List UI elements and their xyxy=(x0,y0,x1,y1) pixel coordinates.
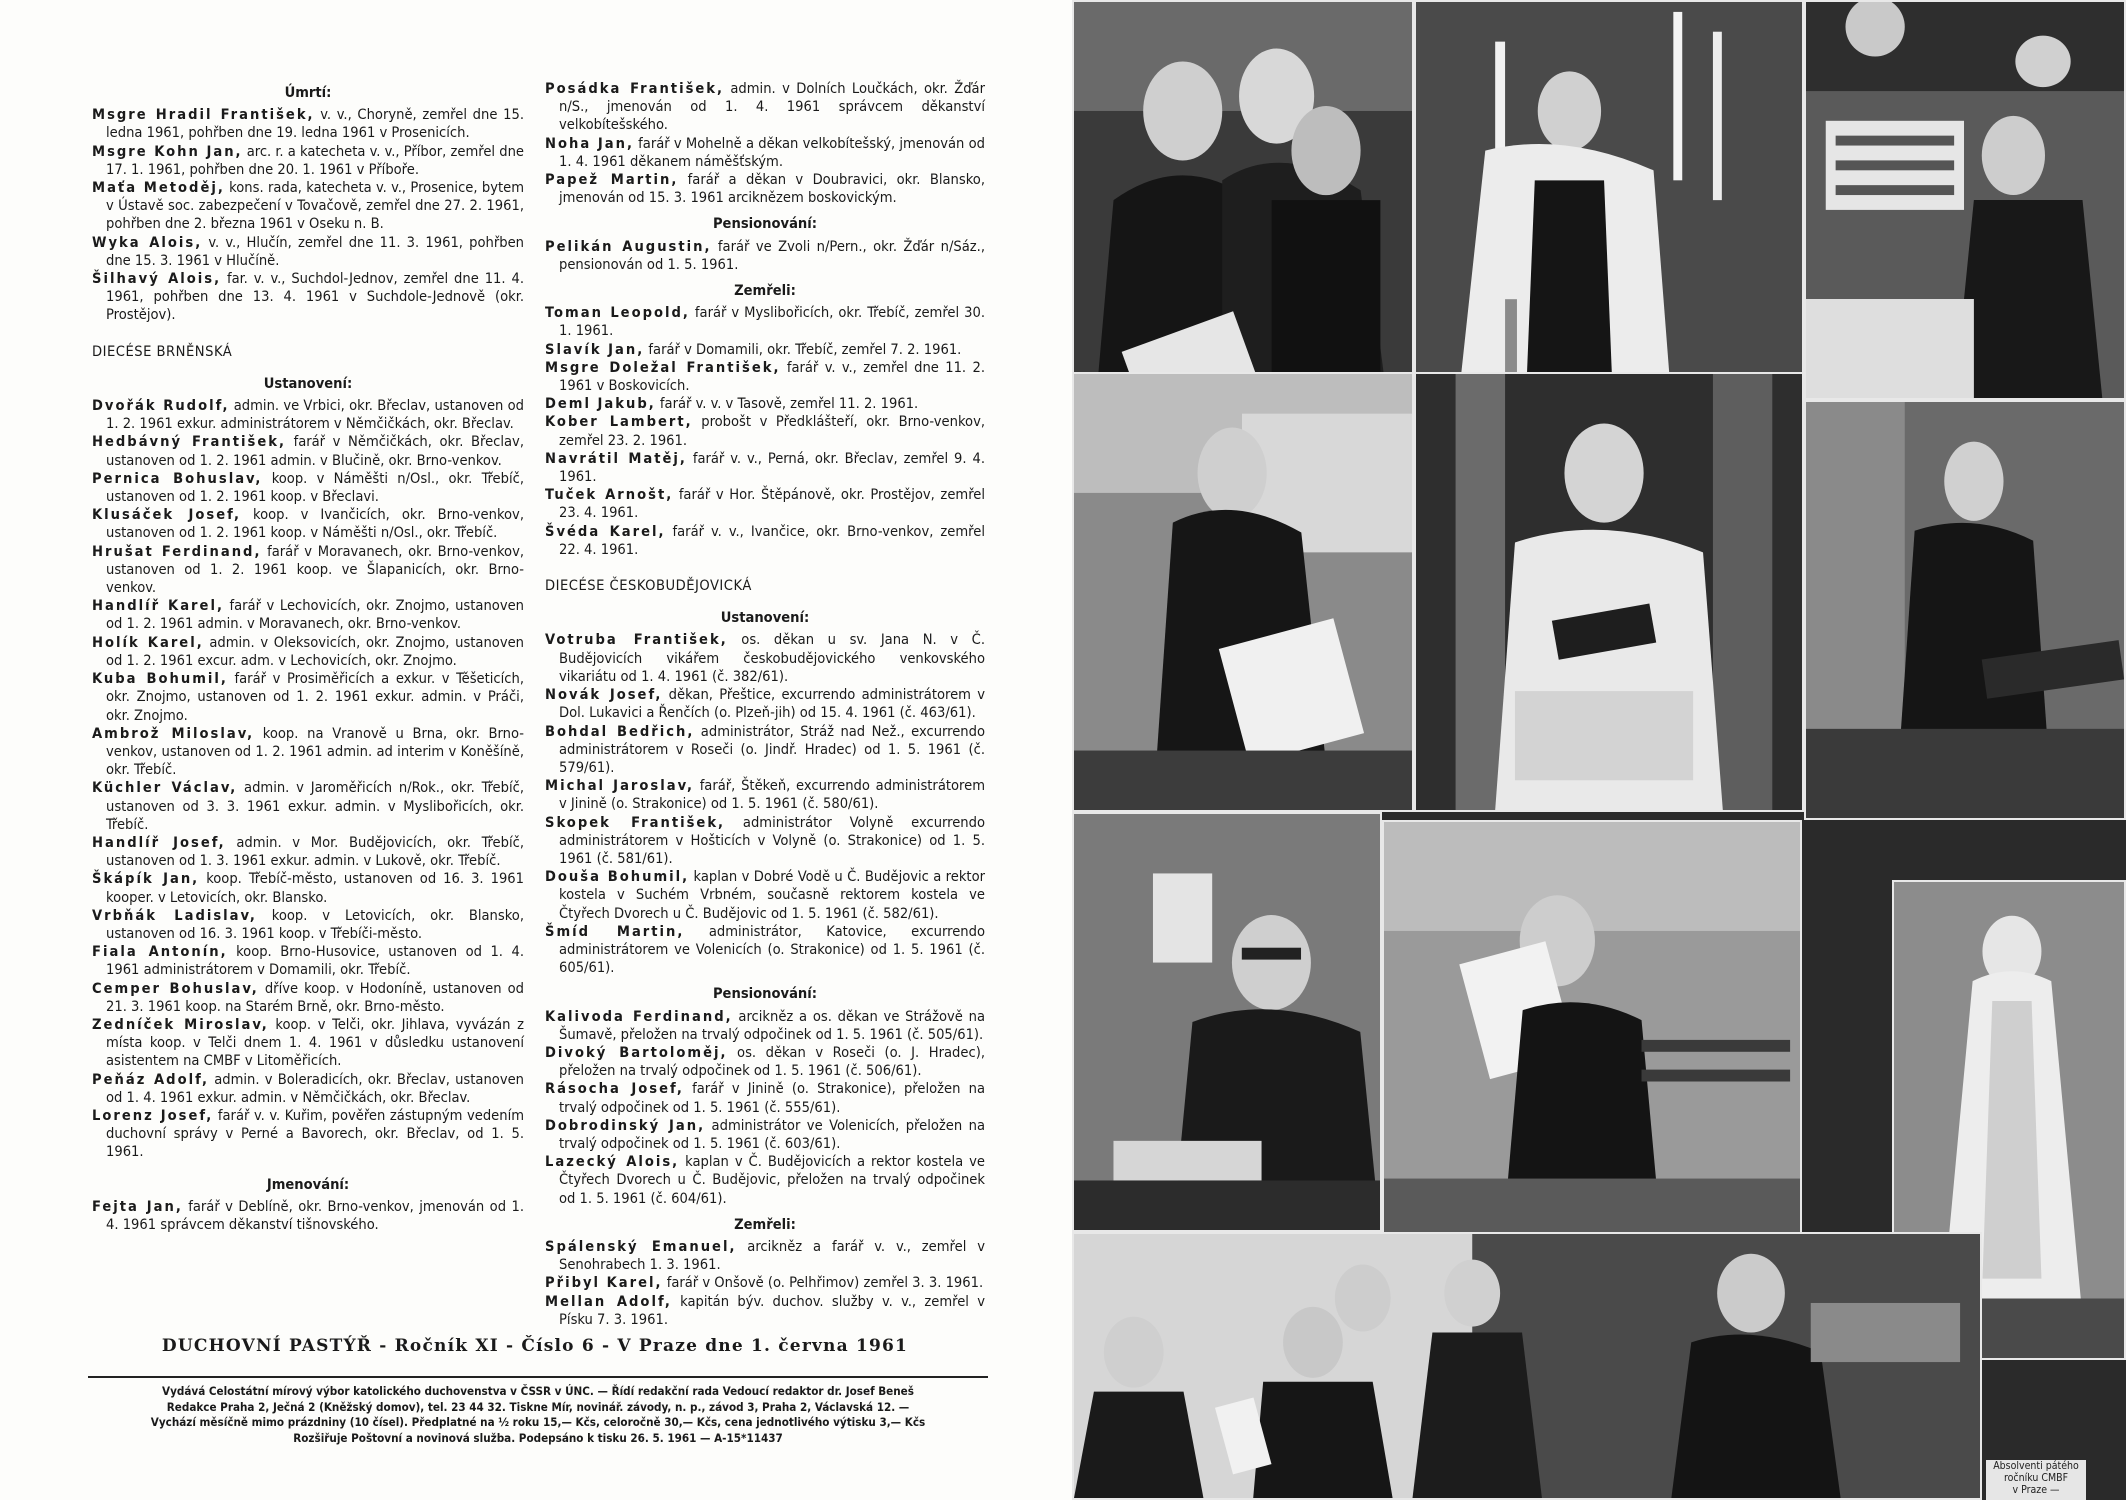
entry xyxy=(545,814,985,869)
entry-name: Küchler Václav, xyxy=(92,779,238,797)
list-jmenovani-cont xyxy=(545,80,985,207)
entry-name: Kalivoda Ferdinand, xyxy=(545,1007,733,1025)
entry-name: Pernica Bohuslav, xyxy=(92,469,263,487)
entry-text: admin. v Boleradicích, okr. Břeclav, ustanoven od 1. 4. 1961 exkur. admin. v Němčičkách, okr. Břeclav. xyxy=(106,1070,524,1106)
entry xyxy=(545,686,985,722)
heading-pensionovani: Pensionování: xyxy=(712,215,818,233)
entry-name: Tuček Arnošt, xyxy=(545,486,674,504)
entry-text: kaplan v Č. Budějovicích a rektor kostela ve Čtyřech Dvorech u Č. Budějovic, přeložen na trvalý odpočinek od 1. 5. 1961 (č. 604/61). xyxy=(559,1153,985,1207)
list-zemreli-cb xyxy=(545,1238,985,1329)
entry xyxy=(92,143,524,179)
entry-name: Škápík Jan, xyxy=(92,870,200,888)
entry-text: admin. v Mor. Budějovicích, okr. Třebíč, ustanoven od 1. 3. 1961 exkur. admin. v Lukově, okr. Třebíč. xyxy=(106,833,524,870)
entry-name: Kober Lambert, xyxy=(545,413,693,431)
entry xyxy=(545,80,985,135)
entry-text: admin. ve Vrbici, okr. Břeclav, ustanoven od 1. 2. 1961 exkur. administrátorem v Němčičkách, okr. Břeclav. xyxy=(106,397,524,433)
entry-text: v. v., Hlučín, zemřel dne 11. 3. 1961, pohřben dne 15. 3. 1961 v Hlučíně. xyxy=(106,233,524,269)
entry-text: farář v. v., Perná, okr. Břeclav, zemřel 9. 4. 1961. xyxy=(559,449,985,486)
list-jmenovani xyxy=(92,1198,524,1234)
imprint-line: Rozšiřuje Poštovní a novinová služba. Podepsáno k tisku 26. 5. 1961 — A-15*11437 xyxy=(293,1430,783,1445)
caption-line: ročníku CMBF xyxy=(2003,1472,2069,1484)
list-ustanoveni-cb xyxy=(545,631,985,977)
imprint-line: Vydává Celostátní mírový výbor katolického duchovenstva v ČSSR v ÚNC. — Řídí redakční rada Vedoucí redaktor dr. Josef Beneš xyxy=(162,1384,914,1398)
entry-text: probošt v Předklášteří, okr. Brno-venkov, zemřel 23. 2. 1961. xyxy=(559,413,985,449)
entry xyxy=(545,395,985,413)
entry-text: farář v Lechovicích, okr. Znojmo, ustanoven od 1. 2. 1961 admin. v Moravanech, okr. Brno-venkov. xyxy=(106,597,524,633)
entry-text: farář v Onšově (o. Pelhřimov) zemřel 3. 3. 1961. xyxy=(662,1274,984,1292)
entry xyxy=(545,923,985,978)
entry-name: Vrbňák Ladislav, xyxy=(92,906,257,924)
entry-text: farář v Domamili, okr. Třebíč, zemřel 7. 2. 1961. xyxy=(644,340,962,358)
entry-name: Papež Martin, xyxy=(545,171,679,189)
entry xyxy=(545,1080,985,1116)
entry-name: Hrušat Ferdinand, xyxy=(92,542,262,560)
entry-text: farář ve Zvoli n/Pern., okr. Žďár n/Sáz., pensionován od 1. 5. 1961. xyxy=(559,237,985,273)
entry xyxy=(92,179,524,234)
photo-chess-player xyxy=(1072,812,1382,1232)
entry-text: farář v Prosiměřicích a exkur. v Těšeticích, okr. Znojmo, ustanoven od 1. 2. 1961 exkur. admin. v Práči, okr. Znojmo. xyxy=(106,670,524,724)
divider xyxy=(88,1376,988,1378)
entry-name: Dobrodinský Jan, xyxy=(545,1116,706,1134)
entry-name: Fiala Antonín, xyxy=(92,943,228,961)
entry-text: farář v Němčičkách, okr. Břeclav, ustanoven od 1. 2. 1961 admin. v Blučině, okr. Brno-venkov. xyxy=(106,433,524,469)
entry xyxy=(92,634,524,670)
entry-text: farář v Jinině (o. Strakonice), přeložen na trvalý odpočinek od 1. 5. 1961 (č. 555/61). xyxy=(559,1080,985,1116)
journal-title: DUCHOVNÍ PASTÝŘ - Ročník XI - Číslo 6 - V Praze dne 1. června 1961 xyxy=(161,1336,909,1356)
entry xyxy=(92,397,524,433)
column-right xyxy=(545,80,985,1329)
entry-text: farář v. v. Kuřim, pověřen zástupným vedením duchovní správy v Perné a Bavorech, okr. Břeclav, od 1. 5. 1961. xyxy=(106,1106,525,1161)
entry-text: v. v., Choryně, zemřel dne 15. ledna 1961, pohřben dne 19. ledna 1961 v Prosenicích. xyxy=(106,106,524,142)
entry xyxy=(545,341,985,359)
entry-text: koop. v Ivančicích, okr. Brno-venkov, ustanoven od 1. 2. 1961 koop. v Náměšti n/Osl., okr. Třebíč. xyxy=(106,506,524,542)
entry-name: Peňáz Adolf, xyxy=(92,1070,209,1088)
entry xyxy=(545,1293,985,1329)
entry-name: Bohdal Bedřich, xyxy=(545,722,695,740)
entry xyxy=(92,907,524,943)
photo-priest-with-book xyxy=(1414,372,1804,812)
entry xyxy=(545,171,985,207)
heading-umrti: Úmrtí: xyxy=(284,84,332,101)
caption-line: Absolventi pátého xyxy=(1993,1460,2079,1472)
entry-text: koop. v Náměšti n/Osl., okr. Třebíč, ustanoven od 1. 2. 1961 koop. v Břeclavi. xyxy=(106,469,524,506)
entry-name: Msgre Hradil František, xyxy=(92,106,315,124)
entry-text: farář v Hor. Štěpánově, okr. Prostějov, zemřel 23. 4. 1961. xyxy=(559,486,985,522)
heading-ustanoveni-cb: Ustanovení: xyxy=(720,609,810,627)
entry-text: farář a děkan v Doubravici, okr. Blansko, jmenován od 15. 3. 1961 arciknězem boskovickým. xyxy=(559,171,985,207)
entry-name: Douša Bohumil, xyxy=(545,868,690,886)
entry-text: koop. Brno-Husovice, ustanoven od 1. 4. 1961 administrátorem v Domamili, okr. Třebíč. xyxy=(106,943,524,979)
entry-name: Msgre Kohn Jan, xyxy=(92,142,243,160)
entry-name: Posádka František, xyxy=(545,80,725,97)
entry-name: Pelikán Augustin, xyxy=(545,237,712,255)
entry xyxy=(92,943,524,979)
entry-text: os. děkan v Roseči (o. J. Hradec), přeložen na trvalý odpočinek od 1. 5. 1961 (č. 506/61). xyxy=(559,1043,985,1080)
entry-name: Handlíř Karel, xyxy=(92,597,224,615)
imprint xyxy=(88,1384,988,1446)
entry xyxy=(545,450,985,486)
entry-text: farář v. v., Ivančice, okr. Brno-venkov, zemřel 22. 4. 1961. xyxy=(559,522,985,558)
entry-name: Wyka Alois, xyxy=(92,233,203,251)
list-zemreli xyxy=(545,304,985,559)
list-ustanoveni xyxy=(92,397,524,1162)
entry xyxy=(545,413,985,449)
entry-name: Noha Jan, xyxy=(545,134,634,152)
entry xyxy=(92,725,524,780)
entry-text: farář v. v. v Tasově, zemřel 11. 2. 1961. xyxy=(655,395,919,413)
entry xyxy=(92,1107,524,1162)
entry-text: kaplan v Dobré Vodě u Č. Budějovic a rektor kostela v Suchém Vrbném, současně rektorem kostela ve Čtyřech Dvorech u Č. Budějovic od 1. 5. 1961 (č. 582/61). xyxy=(559,868,985,922)
entry-name: Fejta Jan, xyxy=(92,1197,183,1215)
entry-name: Dvořák Rudolf, xyxy=(92,397,230,415)
entry-text: farář, Štěkeň, excurrendo administrátorem v Jinině (o. Strakonice) od 1. 5. 1961 (č. 580/61). xyxy=(559,777,985,813)
entry-text: koop. Třebíč-město, ustanoven od 16. 3. 1961 kooper. v Letovicích, okr. Blansko. xyxy=(106,870,525,906)
heading-pensionovani-cb: Pensionování: xyxy=(712,985,818,1003)
entry-name: Šilhavý Alois, xyxy=(92,270,222,288)
entry-name: Mellan Adolf, xyxy=(545,1292,672,1310)
entry-text: arc. r. a katecheta v. v., Příbor, zemřel dne 17. 1. 1961, pohřben dne 20. 1. 1961 v Příboře. xyxy=(106,142,524,178)
entry xyxy=(545,135,985,171)
entry xyxy=(545,1117,985,1153)
entry xyxy=(92,433,524,469)
photo-priest-reading-newspaper xyxy=(1072,372,1414,812)
heading-jmenovani: Jmenování: xyxy=(266,1175,350,1193)
entry xyxy=(545,1153,985,1208)
entry xyxy=(92,779,524,834)
entry-name: Ambrož Miloslav, xyxy=(92,724,255,742)
entry xyxy=(92,106,524,142)
entry xyxy=(92,980,524,1016)
entry xyxy=(545,631,985,686)
entry-name: Švéda Karel, xyxy=(545,522,666,540)
imprint-line: Vychází měsíčně mimo prázdniny (10 čísel). Předplatné na ½ roku 15,— Kčs, celoročně 30,— Kčs, cena jednotlivého výtisku 3,— Kčs xyxy=(150,1415,926,1430)
column-left xyxy=(92,80,524,1234)
diocese-cb: DIECÉSE ČESKOBUDĚJOVICKÁ xyxy=(545,577,752,595)
entry xyxy=(545,486,985,522)
entry-text: administrátor ve Volenicích, přeložen na trvalý odpočinek od 1. 5. 1961 (č. 603/61). xyxy=(559,1116,985,1152)
entry-name: Navrátil Matěj, xyxy=(545,449,687,467)
entry-text: kons. rada, katecheta v. v., Prosenice, bytem v Ústavě soc. zabezpečení v Tovačově, zemřel dne 27. 2. 1961, pohřben dne 2. března 1961 v Oseku n. B. xyxy=(106,179,524,233)
entry-name: Michal Jaroslav, xyxy=(545,777,694,795)
entry-name: Maťa Metoděj, xyxy=(92,179,225,197)
entry-name: Deml Jakub, xyxy=(545,395,656,413)
entry-name: Lorenz Josef, xyxy=(92,1106,214,1124)
entry-text: děkan, Přeštice, excurrendo administrátorem v Dol. Lukavici a Řenčích (o. Plzeň-jih) od 15. 4. 1961 (č. 463/61). xyxy=(559,686,985,722)
list-pensionovani-cb xyxy=(545,1008,985,1208)
photo-music-group xyxy=(1072,1232,1982,1500)
entry-text: kapitán býv. duchov. služby v. v., zemřel v Písku 7. 3. 1961. xyxy=(559,1292,985,1328)
diocese-brno: DIECÉSE BRNĚNSKÁ xyxy=(92,342,233,360)
entry xyxy=(92,1016,524,1071)
entry-name: Holík Karel, xyxy=(92,633,204,651)
entry-name: Msgre Doležal František, xyxy=(545,358,781,376)
entry xyxy=(92,1071,524,1107)
entry-text: farář v. v., zemřel dne 11. 2. 1961 v Boskovicích. xyxy=(559,358,985,395)
entry xyxy=(545,359,985,395)
list-pensionovani xyxy=(545,238,985,274)
entry-text: administrátor, Stráž nad Než., excurrendo administrátorem v Roseči (o. Jindř. Hradec) od 1. 5. 1961 (č. 579/61). xyxy=(559,722,985,776)
heading-zemreli-cb: Zemřeli: xyxy=(734,1215,796,1233)
entry xyxy=(545,523,985,559)
entry xyxy=(545,238,985,274)
entry xyxy=(545,304,985,340)
entry-name: Lazecký Alois, xyxy=(545,1153,680,1171)
photo-priest-lectern xyxy=(1804,400,2126,820)
entry xyxy=(92,506,524,542)
heading-ustanoveni: Ustanovení: xyxy=(263,374,353,392)
entry-text: farář v Moravanech, okr. Brno-venkov, ustanoven od 1. 2. 1961 koop. ve Šlapanicích, okr. Brno-venkov. xyxy=(106,542,525,597)
entry xyxy=(92,234,524,270)
entry-text: admin. v Oleksovicích, okr. Znojmo, ustanoven od 1. 2. 1961 excur. adm. v Lechovicích, okr. Znojmo. xyxy=(106,633,525,669)
entry-text: arcikněz a farář v. v., zemřel v Senohrabech 1. 3. 1961. xyxy=(559,1237,985,1274)
entry-name: Cemper Bohuslav, xyxy=(92,979,259,997)
entry xyxy=(92,670,524,725)
entry-name: Toman Leopold, xyxy=(545,304,690,322)
entry xyxy=(545,868,985,923)
entry xyxy=(545,723,985,778)
entry xyxy=(92,1198,524,1234)
entry-name: Šmíd Martin, xyxy=(545,922,685,940)
photo-seminarians-talking xyxy=(1072,0,1414,428)
caption-line: v Praze — xyxy=(2012,1484,2060,1496)
entry-name: Divoký Bartoloměj, xyxy=(545,1043,728,1061)
entry xyxy=(92,834,524,870)
entry xyxy=(545,1274,985,1292)
entry-text: koop. v Telči, okr. Jihlava, vyvázán z místa koop. v Telči dnem 1. 4. 1961 v důsledku ustanovení asistentem na CMBF v Litoměřicích. xyxy=(106,1015,524,1070)
entry-text: farář v Myslibořicích, okr. Třebíč, zemřel 30. 1. 1961. xyxy=(559,304,986,340)
entry-text: farář v Mohelně a děkan velkobítešský, jmenován od 1. 4. 1961 děkanem náměšťským. xyxy=(559,134,985,170)
entry-text: admin. v Jaroměřicích n/Rok., okr. Třebíč, ustanoven od 3. 3. 1961 exkur. admin. v Myslibořicích, okr. Třebíč. xyxy=(106,779,525,833)
entry xyxy=(92,270,524,325)
entry xyxy=(545,1238,985,1274)
imprint-line: Redakce Praha 2, Ječná 2 (Kněžský domov), tel. 23 44 32. Tiskne Mír, novinář. závody, n. p., závod 3, Praha 2, Václavská 12. — xyxy=(166,1399,910,1414)
entry-name: Skopek František, xyxy=(545,813,726,831)
entry-text: farář v Deblíně, okr. Brno-venkov, jmenován od 1. 4. 1961 správcem děkanství tišnovského. xyxy=(106,1197,524,1233)
entry-name: Slavík Jan, xyxy=(545,340,645,358)
photo-priest-bench-newspaper xyxy=(1382,820,1802,1240)
entry-name: Rásocha Josef, xyxy=(545,1080,684,1098)
entry-text: administrátor, Katovice, excurrendo administrátorem ve Volenicích (o. Strakonice) od 1. 5. 1961 (č. 605/61). xyxy=(559,922,985,977)
photo-caption xyxy=(1986,1460,2086,1500)
entry-name: Přibyl Karel, xyxy=(545,1274,663,1292)
entry-name: Novák Josef, xyxy=(545,686,663,704)
entry-name: Handlíř Josef, xyxy=(92,833,226,851)
heading-zemreli: Zemřeli: xyxy=(734,282,796,300)
entry-text: far. v. v., Suchdol-Jednov, zemřel dne 11. 4. 1961, pohřben dne 13. 4. 1961 v Suchdole-Jednově (okr. Prostějov). xyxy=(106,270,524,324)
entry xyxy=(92,870,524,906)
entry-name: Klusáček Josef, xyxy=(92,506,242,524)
entry-text: arcikněz a os. děkan ve Strážově na Šumavě, přeložen na trvalý odpočinek od 1. 5. 1961 (č. 505/61). xyxy=(559,1007,985,1043)
entry xyxy=(92,597,524,633)
entry-text: koop. na Vranově u Brna, okr. Brno-venkov, ustanoven od 1. 2. 1961 admin. ad interim v Koněšíně, okr. Třebíč. xyxy=(106,724,524,779)
entry xyxy=(545,777,985,813)
entry xyxy=(92,543,524,598)
entry xyxy=(92,470,524,506)
entry-text: koop. v Letovicích, okr. Blansko, ustanoven od 16. 3. 1961 koop. v Třebíči-město. xyxy=(106,906,525,942)
entry-text: os. děkan u sv. Jana N. v Č. Budějovicích vikářem českobudějovického venkovského vikariátu od 1. 4. 1961 (č. 382/61). xyxy=(559,631,985,685)
photo-candles-altar xyxy=(1414,0,1804,428)
entry-text: admin. v Dolních Loučkách, okr. Žďár n/S., jmenován od 1. 4. 1961 správcem děkanství velkobítešského. xyxy=(559,80,985,134)
entry-name: Kuba Bohumil, xyxy=(92,670,228,688)
list-umrti xyxy=(92,106,524,324)
entry-name: Zedníček Miroslav, xyxy=(92,1015,269,1033)
entry-text: administrátor Volyně excurrendo administrátorem v Hošticích v Volyně (o. Strakonice) od 1. 5. 1961 (č. 581/61). xyxy=(559,813,985,867)
entry-name: Spálenský Emanuel, xyxy=(545,1237,737,1255)
entry xyxy=(545,1044,985,1080)
photo-collage xyxy=(1072,0,2126,1500)
entry-name: Hedbávný František, xyxy=(92,433,286,451)
entry xyxy=(545,1008,985,1044)
photo-organ xyxy=(1804,0,2126,400)
entry-text: dříve koop. v Hodoníně, ustanoven od 21. 3. 1961 koop. na Starém Brně, okr. Brno-město. xyxy=(106,979,524,1015)
entry-name: Votruba František, xyxy=(545,631,728,649)
